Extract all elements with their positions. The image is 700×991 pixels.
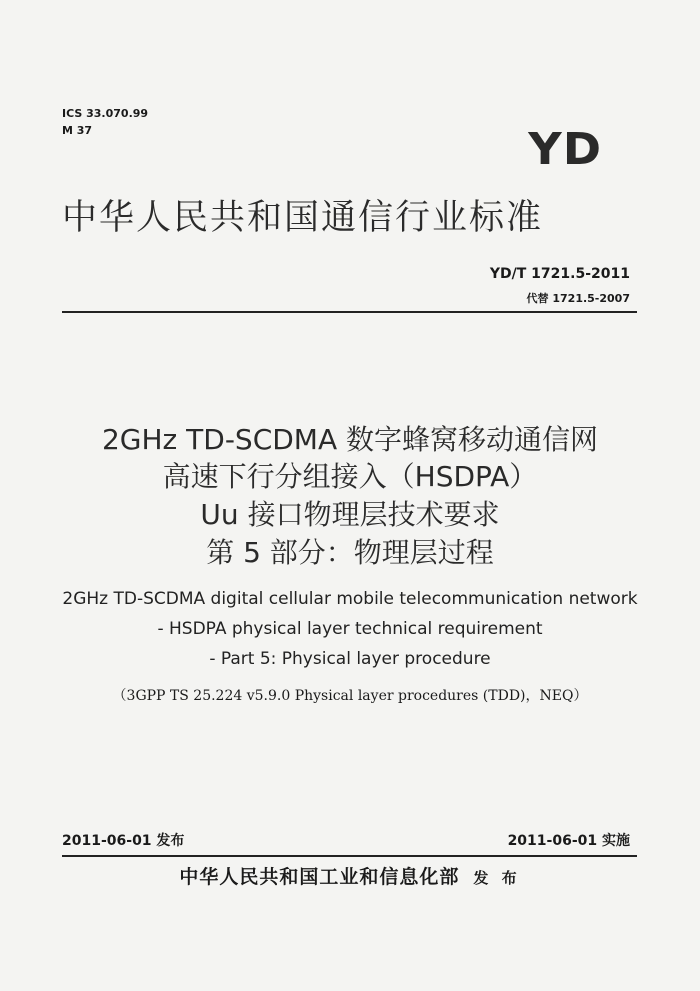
classification-code: M 37: [62, 124, 93, 137]
issue-date: 2011-06-01 发布: [62, 833, 185, 849]
document-title-cn-line-2: 高速下行分组接入（HSDPA）: [162, 460, 538, 493]
document-title-cn-line-4: 第 5 部分：物理层过程: [206, 536, 494, 569]
standard-title: 中华人民共和国通信行业标准: [62, 198, 544, 238]
issuer-name: 中华人民共和国工业和信息化部: [179, 866, 460, 888]
implementation-date: 2011-06-01 实施: [507, 833, 630, 849]
issuer-suffix: 发 布: [473, 869, 521, 887]
document-title-cn-line-1: 2GHz TD-SCDMA 数字蜂窝移动通信网: [101, 423, 599, 456]
ics-code: ICS 33.070.99: [62, 107, 149, 120]
header-divider: [62, 311, 637, 313]
document-title-en-line-1: 2GHz TD-SCDMA digital cellular mobile telecommunication network: [62, 589, 638, 609]
issuing-authority: [0, 862, 700, 889]
replaces-note: 代替 1721.5-2007: [526, 292, 630, 305]
footer-divider: [62, 855, 637, 857]
yd-logo: YD: [527, 124, 602, 175]
adoption-note: （3GPP TS 25.224 v5.9.0 Physical layer procedures (TDD)，NEQ）: [112, 688, 588, 704]
document-title-en-line-2: - HSDPA physical layer technical requirement: [157, 619, 543, 639]
standard-number: YD/T 1721.5-2011: [489, 266, 630, 282]
document-title-en-line-3: - Part 5: Physical layer procedure: [209, 649, 491, 669]
document-title-cn-line-3: Uu 接口物理层技术要求: [200, 498, 500, 531]
